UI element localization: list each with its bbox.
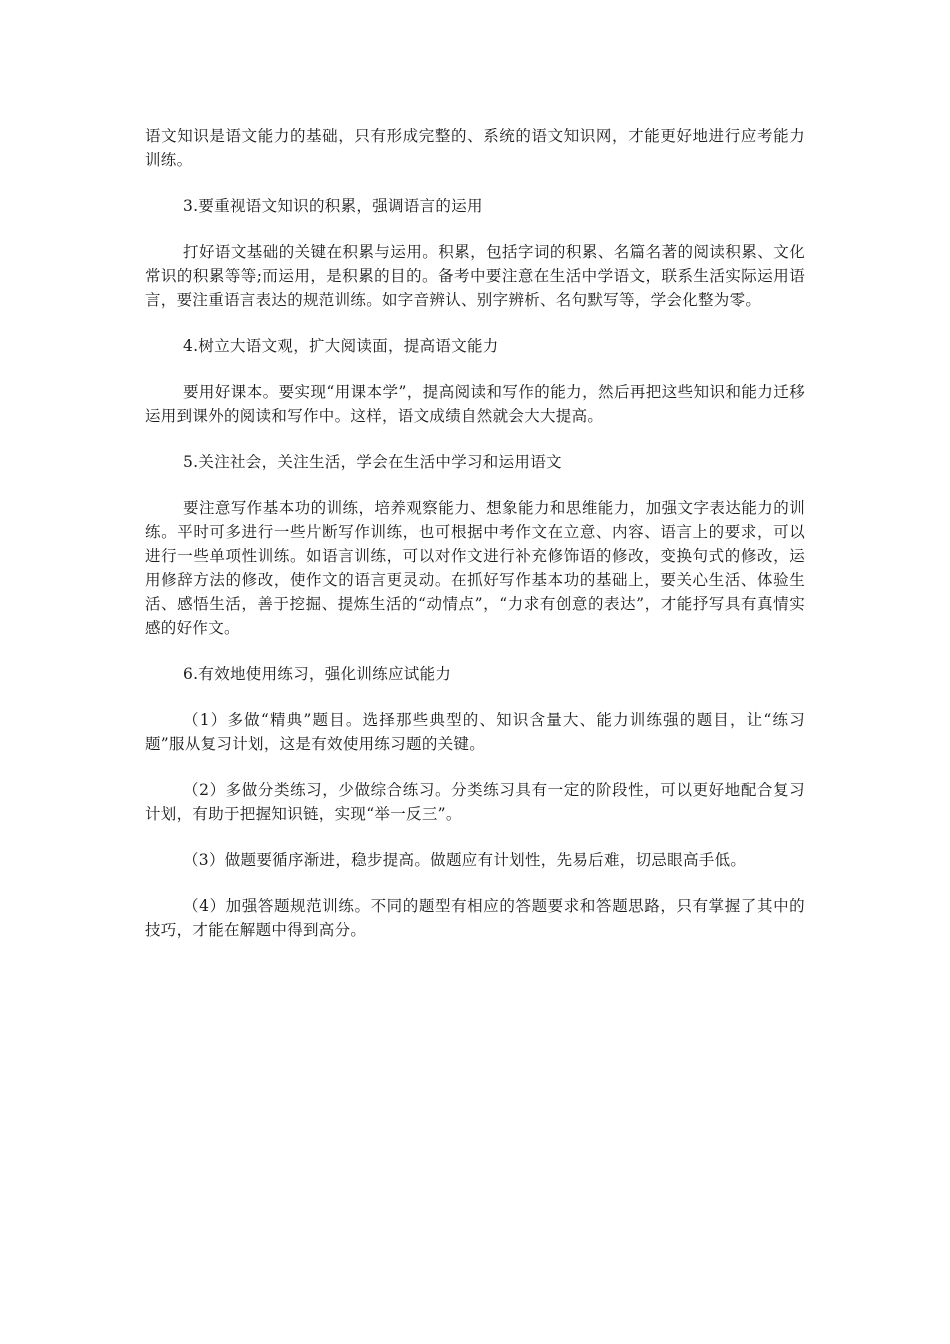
list-item-3: （3）做题要循序渐进，稳步提高。做题应有计划性，先易后难，切忌眼高手低。 [183, 851, 747, 869]
paragraph-3: 打好语文基础的关键在积累与运用。积累，包括字词的积累、名篇名著的阅读积累、文化常识的积累等等;而运用，是积累的目的。备考中要注意在生活中学语文，联系生活实际运用语言，要注重语言表达的规范训练。如字音辨认、别字辨析、名句默写等，学会化整为零。 [145, 243, 805, 309]
document-body [145, 124, 805, 964]
list-item-4: （4）加强答题规范训练。不同的题型有相应的答题要求和答题思路，只有掌握了其中的技巧，才能在解题中得到高分。 [145, 897, 805, 939]
paragraph-intro: 语文知识是语文能力的基础，只有形成完整的、系统的语文知识网，才能更好地进行应考能力训练。 [145, 127, 805, 169]
heading-5: 5.关注社会，关注生活，学会在生活中学习和运用语文 [183, 453, 562, 471]
heading-6: 6.有效地使用练习，强化训练应试能力 [183, 665, 452, 683]
paragraph-5: 要注意写作基本功的训练，培养观察能力、想象能力和思维能力，加强文字表达能力的训练。平时可多进行一些片断写作训练，也可根据中考作文在立意、内容、语言上的要求，可以进行一些单项性训练。如语言训练，可以对作文进行补充修饰语的修改，变换句式的修改，运用修辞方法的修改，使作文的语言更灵动。在抓好写作基本功的基础上，要关心生活、体验生活、感悟生活，善于挖掘、提炼生活的“动情点”，“力求有创意的表达”，才能抒写具有真情实感的好作文。 [145, 499, 805, 637]
list-item-1: （1）多做“精典”题目。选择那些典型的、知识含量大、能力训练强的题目，让“练习题”服从复习计划，这是有效使用练习题的关键。 [145, 711, 805, 753]
heading-3: 3.要重视语文知识的积累，强调语言的运用 [183, 197, 483, 215]
heading-4: 4.树立大语文观，扩大阅读面，提高语文能力 [183, 337, 499, 355]
list-item-2: （2）多做分类练习，少做综合练习。分类练习具有一定的阶段性，可以更好地配合复习计划，有助于把握知识链，实现“举一反三”。 [145, 781, 805, 823]
paragraph-4: 要用好课本。要实现“用课本学”，提高阅读和写作的能力，然后再把这些知识和能力迁移运用到课外的阅读和写作中。这样，语文成绩自然就会大大提高。 [145, 383, 805, 425]
